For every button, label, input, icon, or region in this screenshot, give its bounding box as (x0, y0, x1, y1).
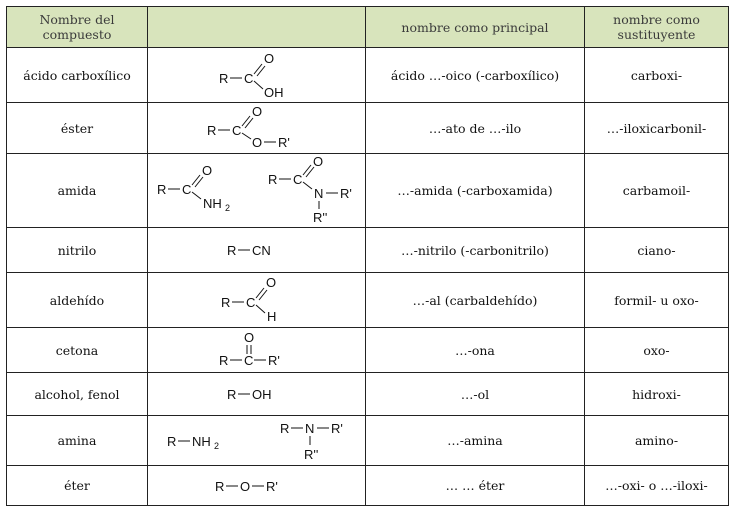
principal-name: … … éter (366, 466, 585, 506)
svg-text:R': R' (265, 478, 278, 494)
svg-text:R'': R'' (303, 446, 318, 462)
compound-name: ácido carboxílico (7, 48, 148, 103)
principal-name: …-al (carbaldehído) (366, 273, 585, 328)
ester-structure (197, 105, 317, 151)
nitrile-structure (197, 235, 317, 265)
svg-text:C: C (243, 353, 253, 368)
svg-text:NH: NH (191, 433, 211, 449)
svg-text:O: O (201, 162, 212, 178)
svg-text:C: C (243, 71, 253, 86)
svg-text:R': R' (339, 185, 352, 201)
header-compound-name: Nombre del compuesto (7, 7, 148, 48)
svg-text:R: R (220, 295, 230, 310)
substituent-name: ciano- (585, 228, 729, 273)
svg-text:O: O (312, 155, 323, 169)
aldehyde-structure (197, 275, 317, 325)
svg-text:C: C (231, 123, 241, 138)
svg-text:C: C (292, 171, 302, 187)
svg-text:OH: OH (251, 387, 271, 402)
svg-text:2: 2 (224, 202, 230, 213)
svg-text:N: N (304, 420, 314, 436)
carboxylic-acid-structure (197, 51, 317, 99)
structure-cell (148, 154, 366, 228)
substituent-name: oxo- (585, 328, 729, 373)
structure-cell (148, 228, 366, 273)
svg-text:R: R (156, 181, 166, 197)
amine-structures (149, 417, 365, 465)
principal-name: …-nitrilo (-carbonitrilo) (366, 228, 585, 273)
structure-cell (148, 416, 366, 466)
structure-cell (148, 48, 366, 103)
principal-name: …-ona (366, 328, 585, 373)
svg-text:H: H (266, 309, 276, 324)
svg-text:R': R' (277, 135, 290, 150)
svg-text:R: R (166, 433, 176, 449)
svg-text:O: O (239, 478, 250, 494)
svg-text:N: N (313, 185, 323, 201)
principal-name: ácido …-oico (-carboxílico) (366, 48, 585, 103)
structure-cell (148, 373, 366, 416)
svg-text:2: 2 (213, 440, 219, 451)
svg-text:R: R (218, 353, 228, 368)
svg-text:OH: OH (263, 85, 283, 99)
compound-name: nitrilo (7, 228, 148, 273)
svg-text:O: O (265, 275, 276, 290)
svg-text:C: C (181, 181, 191, 197)
table-row (7, 228, 729, 273)
substituent-name: carboxi- (585, 48, 729, 103)
compound-name: éter (7, 466, 148, 506)
principal-name: …-ol (366, 373, 585, 416)
svg-text:R': R' (330, 420, 343, 436)
svg-text:R: R (218, 71, 228, 86)
table-row (7, 273, 729, 328)
header-row (7, 7, 729, 48)
header-substituent-name: nombre como sustituyente (585, 7, 729, 48)
svg-text:R: R (206, 123, 216, 138)
compound-name: amida (7, 154, 148, 228)
header-structure (148, 7, 366, 48)
svg-text:R: R (226, 243, 236, 258)
svg-text:NH: NH (202, 195, 222, 211)
structure-cell (148, 103, 366, 154)
structure-cell (148, 273, 366, 328)
compound-name: éster (7, 103, 148, 154)
compound-name: aldehído (7, 273, 148, 328)
svg-text:R: R (267, 171, 277, 187)
substituent-name: carbamoil- (585, 154, 729, 228)
svg-text:R: R (226, 387, 236, 402)
svg-text:O: O (243, 330, 254, 345)
svg-text:R'': R'' (312, 209, 327, 225)
alcohol-structure (197, 379, 317, 409)
svg-text:O: O (263, 51, 274, 66)
substituent-name: …-iloxicarbonil- (585, 103, 729, 154)
svg-text:O: O (251, 135, 262, 150)
table-row (7, 103, 729, 154)
structure-cell (148, 466, 366, 506)
table-row (7, 466, 729, 506)
table-row (7, 416, 729, 466)
substituent-name: amino- (585, 416, 729, 466)
compound-name: amina (7, 416, 148, 466)
table-row (7, 48, 729, 103)
table-row (7, 328, 729, 373)
table-row (7, 373, 729, 416)
compound-name: alcohol, fenol (7, 373, 148, 416)
svg-text:CN: CN (251, 243, 271, 258)
ketone-structure (197, 329, 317, 371)
functional-groups-table (6, 6, 729, 506)
amide-structures (149, 156, 365, 226)
substituent-name: hidroxi- (585, 373, 729, 416)
principal-name: …-amida (-carboxamida) (366, 154, 585, 228)
substituent-name: …-oxi- o …-iloxi- (585, 466, 729, 506)
svg-text:O: O (251, 105, 262, 119)
svg-text:R: R (214, 478, 224, 494)
principal-name: …-amina (366, 416, 585, 466)
ether-structure (197, 471, 317, 501)
compound-name: cetona (7, 328, 148, 373)
table-row (7, 154, 729, 228)
structure-cell (148, 328, 366, 373)
svg-text:R: R (279, 420, 289, 436)
svg-text:R': R' (267, 353, 280, 368)
header-principal-name: nombre como principal (366, 7, 585, 48)
principal-name: …-ato de …-ilo (366, 103, 585, 154)
svg-text:C: C (245, 295, 255, 310)
substituent-name: formil- u oxo- (585, 273, 729, 328)
